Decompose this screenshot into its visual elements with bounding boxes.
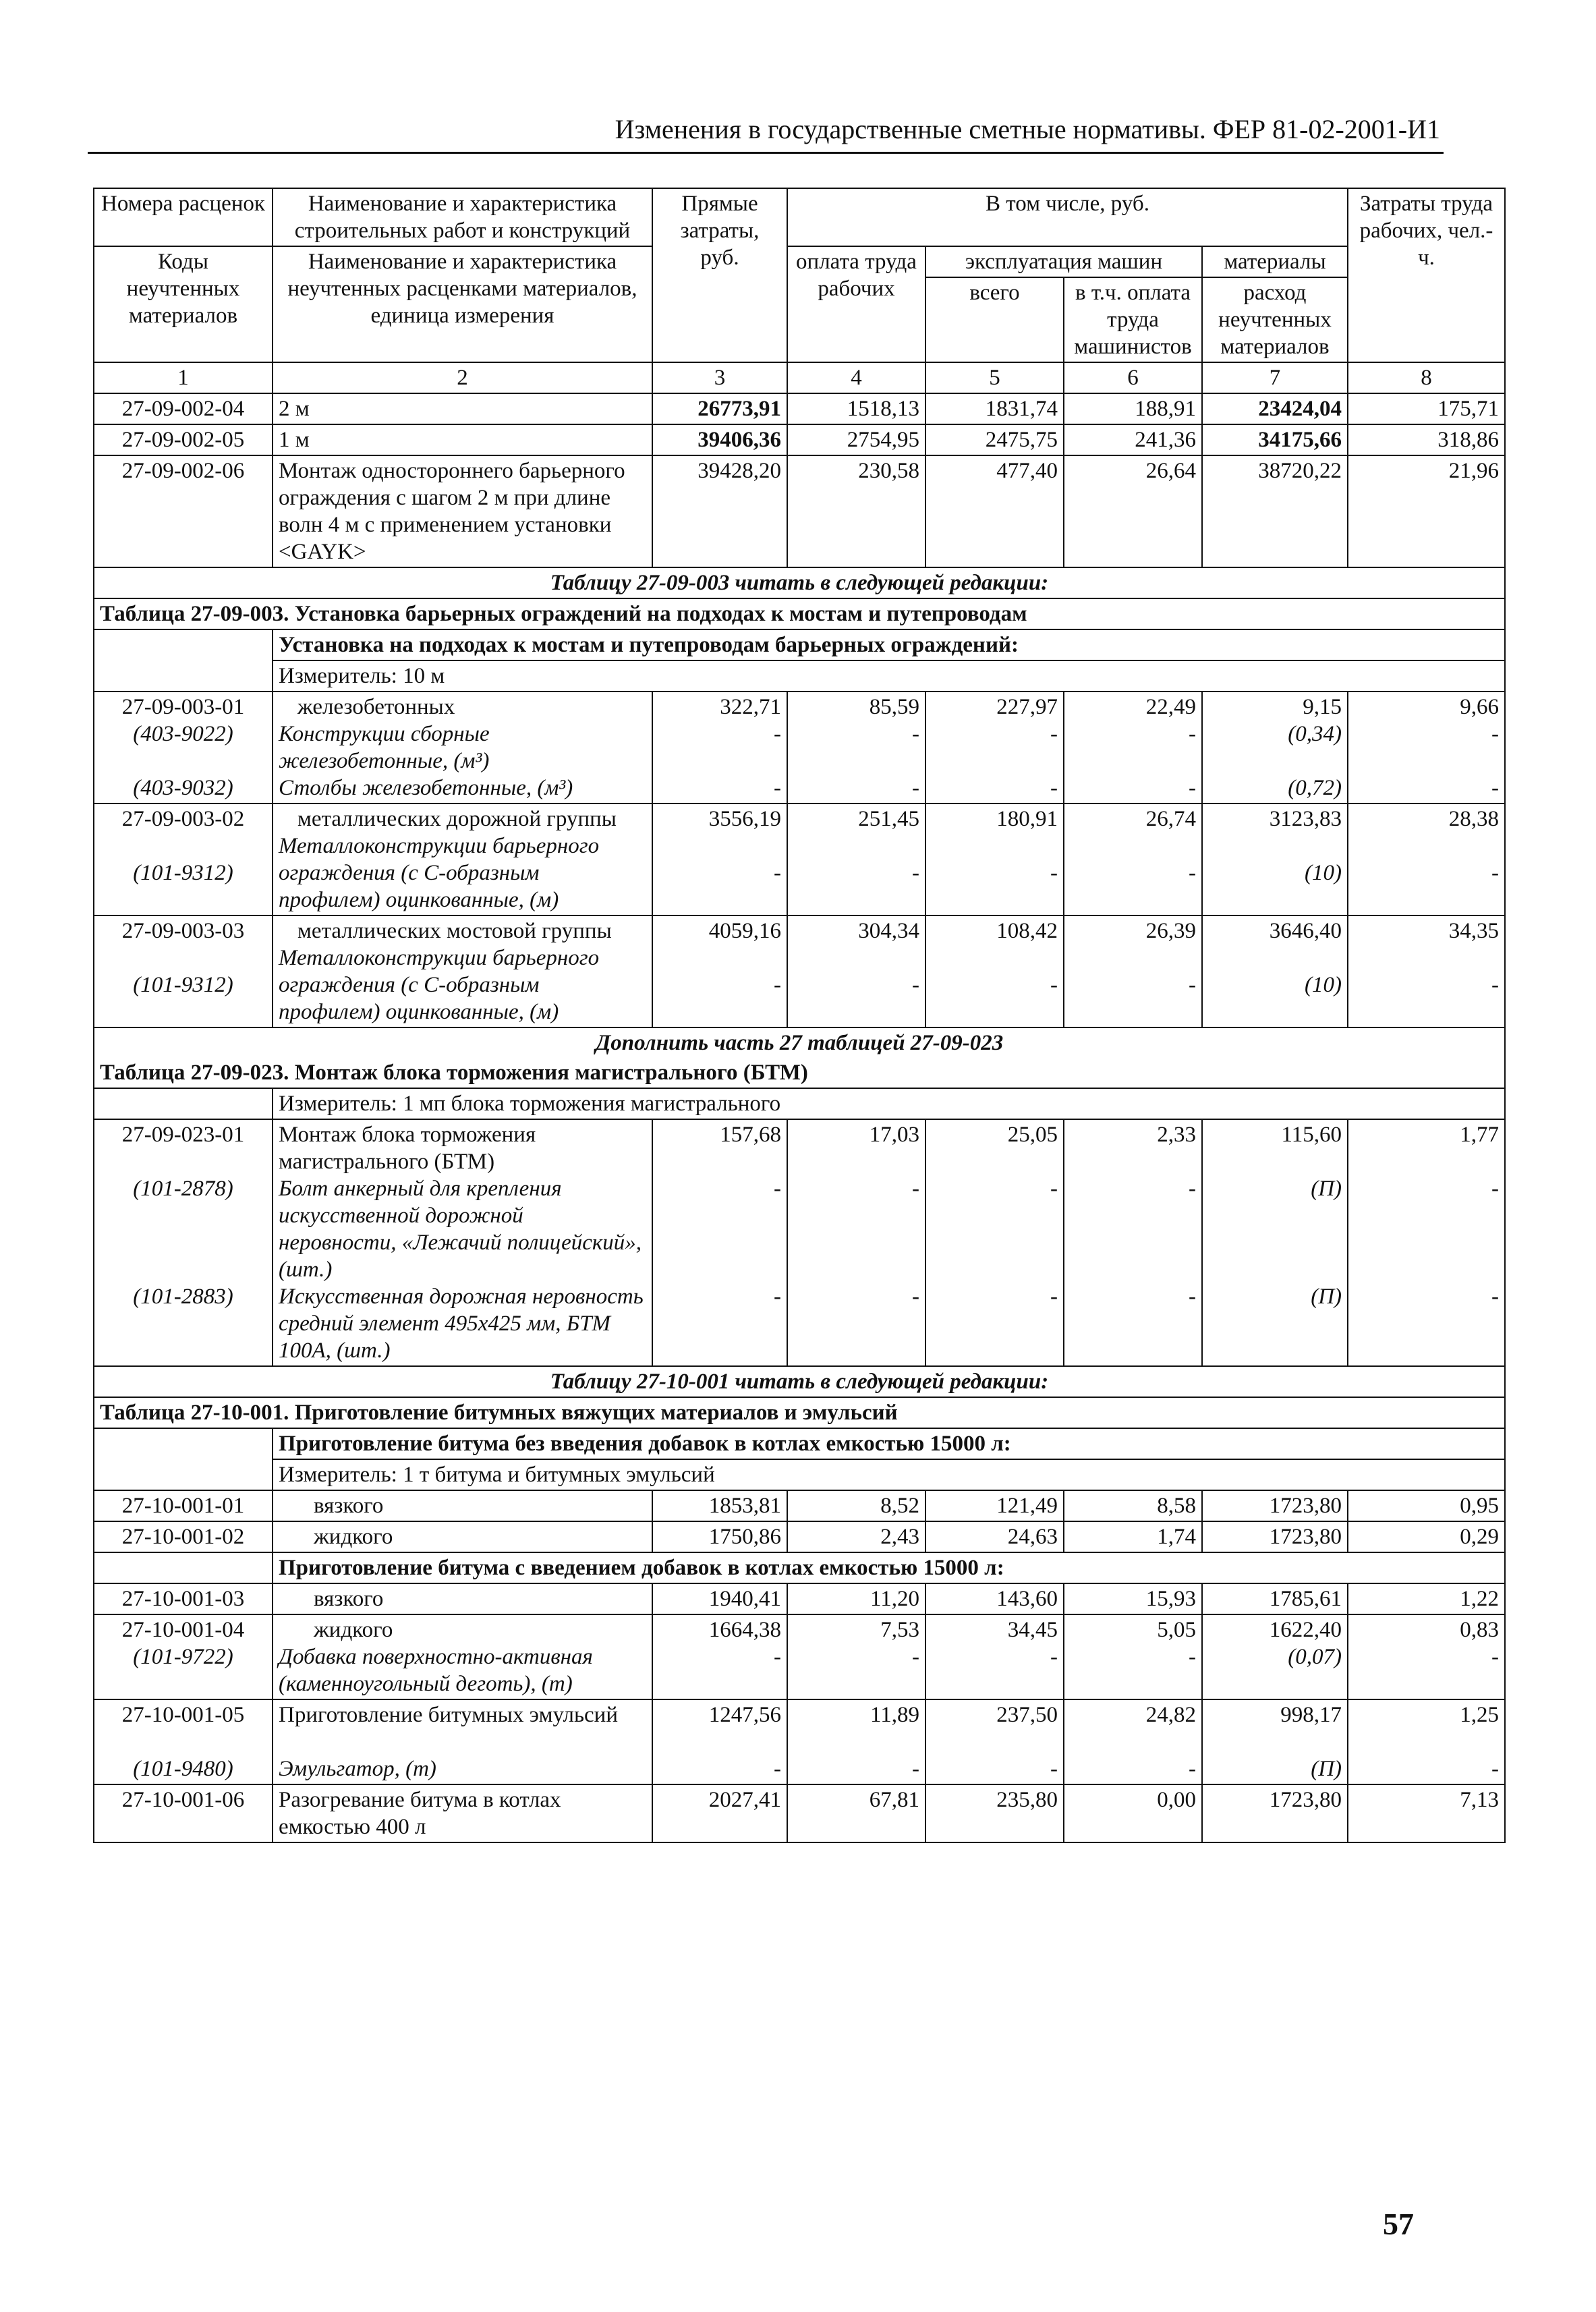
table-title-27-09-003: Таблица 27-09-003. Установка барьерных ограждений на подходах к мостам и путепроводам <box>94 598 1505 629</box>
instruction-27-09-023: Дополнить часть 27 таблицей 27-09-023 <box>94 1027 1505 1058</box>
table-row: 27-09-003-03 (101-9312) металлических мостовой группы Металлоконструкции барьерного ограждения (с С-образным профилем) оцинкованные, (м) 4059,16 - 304,34 - 108,42 - 26,39 - 3646,40 (10) 34,35 - <box>94 915 1505 1027</box>
section-heading: Приготовление битума с введением добавок в котлах емкостью 15000 л: <box>273 1552 1505 1583</box>
section-heading: Приготовление битума без введения добавок в котлах емкостью 15000 л: <box>273 1428 1505 1459</box>
table-row: 27-10-001-06 Разогревание битума в котлах емкостью 400 л 2027,41 67,81 235,80 0,00 1723,80 7,13 <box>94 1784 1505 1842</box>
col7-header: расход неучтенных материалов <box>1202 277 1348 362</box>
col1-bottom: Коды неучтенных материалов <box>94 246 273 362</box>
table-row: 27-10-001-04 (101-9722) жидкого Добавка поверхностно-активная (каменноугольный деготь), (т) 1664,38 - 7,53 - 34,45 - 5,05 - 1622,40 (0,07) 0,83 - <box>94 1614 1505 1699</box>
table-row: 27-09-023-01 (101-2878) (101-2883) Монтаж блока торможения магистрального (БТМ) Болт анкерный для крепления искусственной дорожной неровности, «Лежачий полицейский», (шт.) Искусственная дорожная неровность средний элемент 495x425 мм, БТМ 100А, (шт.) 157,68 - - 17,03 - - 25,05 - - 2,33 - - 115,60 (П) (П) 1,77 - - <box>94 1119 1505 1366</box>
table-row: 27-09-003-01 (403-9022) (403-9032) железобетонных Конструкции сборные железобетонные, (м³) Столбы железобетонные, (м³) 322,71 - - 85,59 - - 227,97 - - 22,49 - - 9,15 (0,34) (0,72) 9,66 - - <box>94 692 1505 803</box>
col2-bottom: Наименование и характеристика неучтенных расценками материалов, единица измерения <box>273 246 652 362</box>
col5-header: всего <box>925 277 1064 362</box>
table-row: 27-09-002-06 Монтаж одностороннего барьерного ограждения с шагом 2 м при длине волн 4 м с применением установки <GAYK> 39428,20 230,58 477,40 26,64 38720,22 21,96 <box>94 455 1505 567</box>
machines-header: эксплуатация машин <box>925 246 1202 277</box>
measure-unit: Измеритель: 10 м <box>273 660 1505 692</box>
measure-unit: Измеритель: 1 т битума и битумных эмульсий <box>273 1459 1505 1490</box>
col3-header: Прямые затраты, руб. <box>652 188 787 362</box>
column-header-row <box>94 188 1505 246</box>
table-row: 27-09-003-02 (101-9312) металлических дорожной группы Металлоконструкции барьерного ограждения (с С-образным профилем) оцинкованные, (м) 3556,19 - 251,45 - 180,91 - 26,74 - 3123,83 (10) 28,38 - <box>94 803 1505 915</box>
table-row: 27-10-001-02 жидкого 1750,86 2,43 24,63 1,74 1723,80 0,29 <box>94 1521 1505 1552</box>
measure-unit: Измеритель: 1 мп блока торможения магистрального <box>273 1088 1505 1119</box>
table-row: 27-10-001-03 вязкого 1940,41 11,20 143,60 15,93 1785,61 1,22 <box>94 1583 1505 1614</box>
table-row: 27-10-001-05 (101-9480) Приготовление битумных эмульсий Эмульгатор, (т) 1247,56 - 11,89 - 237,50 - 24,82 - 998,17 (П) 1,25 - <box>94 1699 1505 1784</box>
materials-header: материалы <box>1202 246 1348 277</box>
instruction-27-09-003: Таблицу 27-09-003 читать в следующей редакции: <box>94 567 1505 598</box>
instruction-27-10-001: Таблицу 27-10-001 читать в следующей редакции: <box>94 1366 1505 1397</box>
col4-header: оплата труда рабочих <box>787 246 925 362</box>
col6-header: в т.ч. оплата труда машинистов <box>1064 277 1202 362</box>
col2-top: Наименование и характеристика строительных работ и конструкций <box>273 188 652 246</box>
page-number: 57 <box>1383 2207 1414 2241</box>
col-group-header: В том числе, руб. <box>787 188 1348 246</box>
col8-header: Затраты труда рабочих, чел.-ч. <box>1348 188 1505 362</box>
table-row: 27-10-001-01 вязкого 1853,81 8,52 121,49 8,58 1723,80 0,95 <box>94 1490 1505 1521</box>
table-row: 27-09-002-05 1 м 39406,36 2754,95 2475,75 241,36 34175,66 318,86 <box>94 424 1505 455</box>
page-header: Изменения в государственные сметные нормативы. ФЕР 81-02-2001-И1 <box>615 114 1440 144</box>
table-title-27-10-001: Таблица 27-10-001. Приготовление битумных вяжущих материалов и эмульсий <box>94 1397 1505 1428</box>
table-row: 27-09-002-04 2 м 26773,91 1518,13 1831,74 188,91 23424,04 175,71 <box>94 393 1505 424</box>
section-heading: Установка на подходах к мостам и путепроводам барьерных ограждений: <box>273 629 1505 660</box>
estimate-table <box>93 188 1506 1843</box>
header-rule <box>88 152 1444 154</box>
column-numbers-row: 1 2 3 4 5 6 7 8 <box>94 362 1505 393</box>
table-title-27-09-023: Таблица 27-09-023. Монтаж блока торможения магистрального (БТМ) <box>94 1058 1505 1088</box>
col1-top: Номера расценок <box>94 188 273 246</box>
